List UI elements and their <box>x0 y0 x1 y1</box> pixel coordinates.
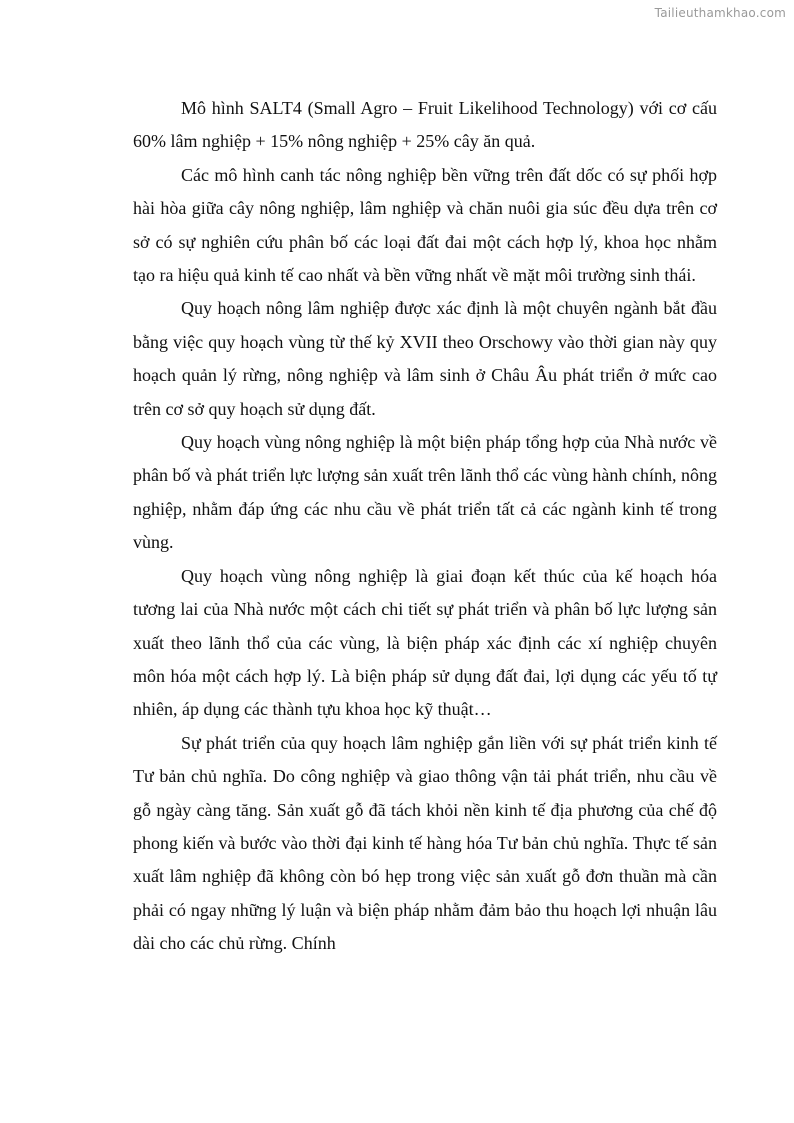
paragraph-regional-planning-definition: Quy hoạch vùng nông nghiệp là một biện pháp tổng hợp của Nhà nước về phân bố và phát triển lực lượng sản xuất trên lãnh thổ các vùng hành chính, nông nghiệp, nhằm đáp ứng các nhu cầu về phát triển tất cả các ngành kinh tế trong vùng. <box>133 432 717 553</box>
watermark-text: Tailieuthamkhao.com <box>654 6 786 20</box>
paragraph-planning-history: Quy hoạch nông lâm nghiệp được xác định là một chuyên ngành bắt đầu bằng việc quy hoạch vùng từ thế kỷ XVII theo Orschowy vào thời gian này quy hoạch quản lý rừng, nông nghiệp và lâm sinh ở Châu Âu phát triển ở mức cao trên cơ sở quy hoạch sử dụng đất. <box>133 298 717 419</box>
paragraph-sustainable-farming: Các mô hình canh tác nông nghiệp bền vững trên đất dốc có sự phối hợp hài hòa giữa cây nông nghiệp, lâm nghiệp và chăn nuôi gia súc đều dựa trên cơ sở có sự nghiên cứu phân bố các loại đất đai một cách hợp lý, khoa học nhằm tạo ra hiệu quả kinh tế cao nhất và bền vững nhất về mặt môi trường sinh thái. <box>133 164 717 286</box>
document-body <box>133 92 717 961</box>
paragraph-salt4-model: Mô hình SALT4 (Small Agro – Fruit Likelihood Technology) với cơ cấu 60% lâm nghiệp + 15% nông nghiệp + 25% cây ăn quả. <box>133 98 717 152</box>
paragraph-regional-planning-stage: Quy hoạch vùng nông nghiệp là giai đoạn kết thúc của kế hoạch hóa tương lai của Nhà nước một cách chi tiết sự phát triển và phân bố lực lượng sản xuất theo lãnh thổ của các vùng, là biện pháp xác định các xí nghiệp chuyên môn hóa một cách hợp lý. Là biện pháp sử dụng đất đai, lợi dụng các yếu tố tự nhiên, áp dụng các thành tựu khoa học kỹ thuật… <box>133 565 717 720</box>
paragraph-forestry-development: Sự phát triển của quy hoạch lâm nghiệp gắn liền với sự phát triển kinh tế Tư bản chủ nghĩa. Do công nghiệp và giao thông vận tải phát triển, nhu cầu về gỗ ngày càng tăng. Sản xuất gỗ đã tách khỏi nền kinh tế địa phương của chế độ phong kiến và bước vào thời đại kinh tế hàng hóa Tư bản chủ nghĩa. Thực tế sản xuất lâm nghiệp đã không còn bó hẹp trong việc sản xuất gỗ đơn thuần mà cần phải có ngay những lý luận và biện pháp nhằm đảm bảo thu hoạch lợi nhuận lâu dài cho các chủ rừng. Chính <box>133 732 717 954</box>
